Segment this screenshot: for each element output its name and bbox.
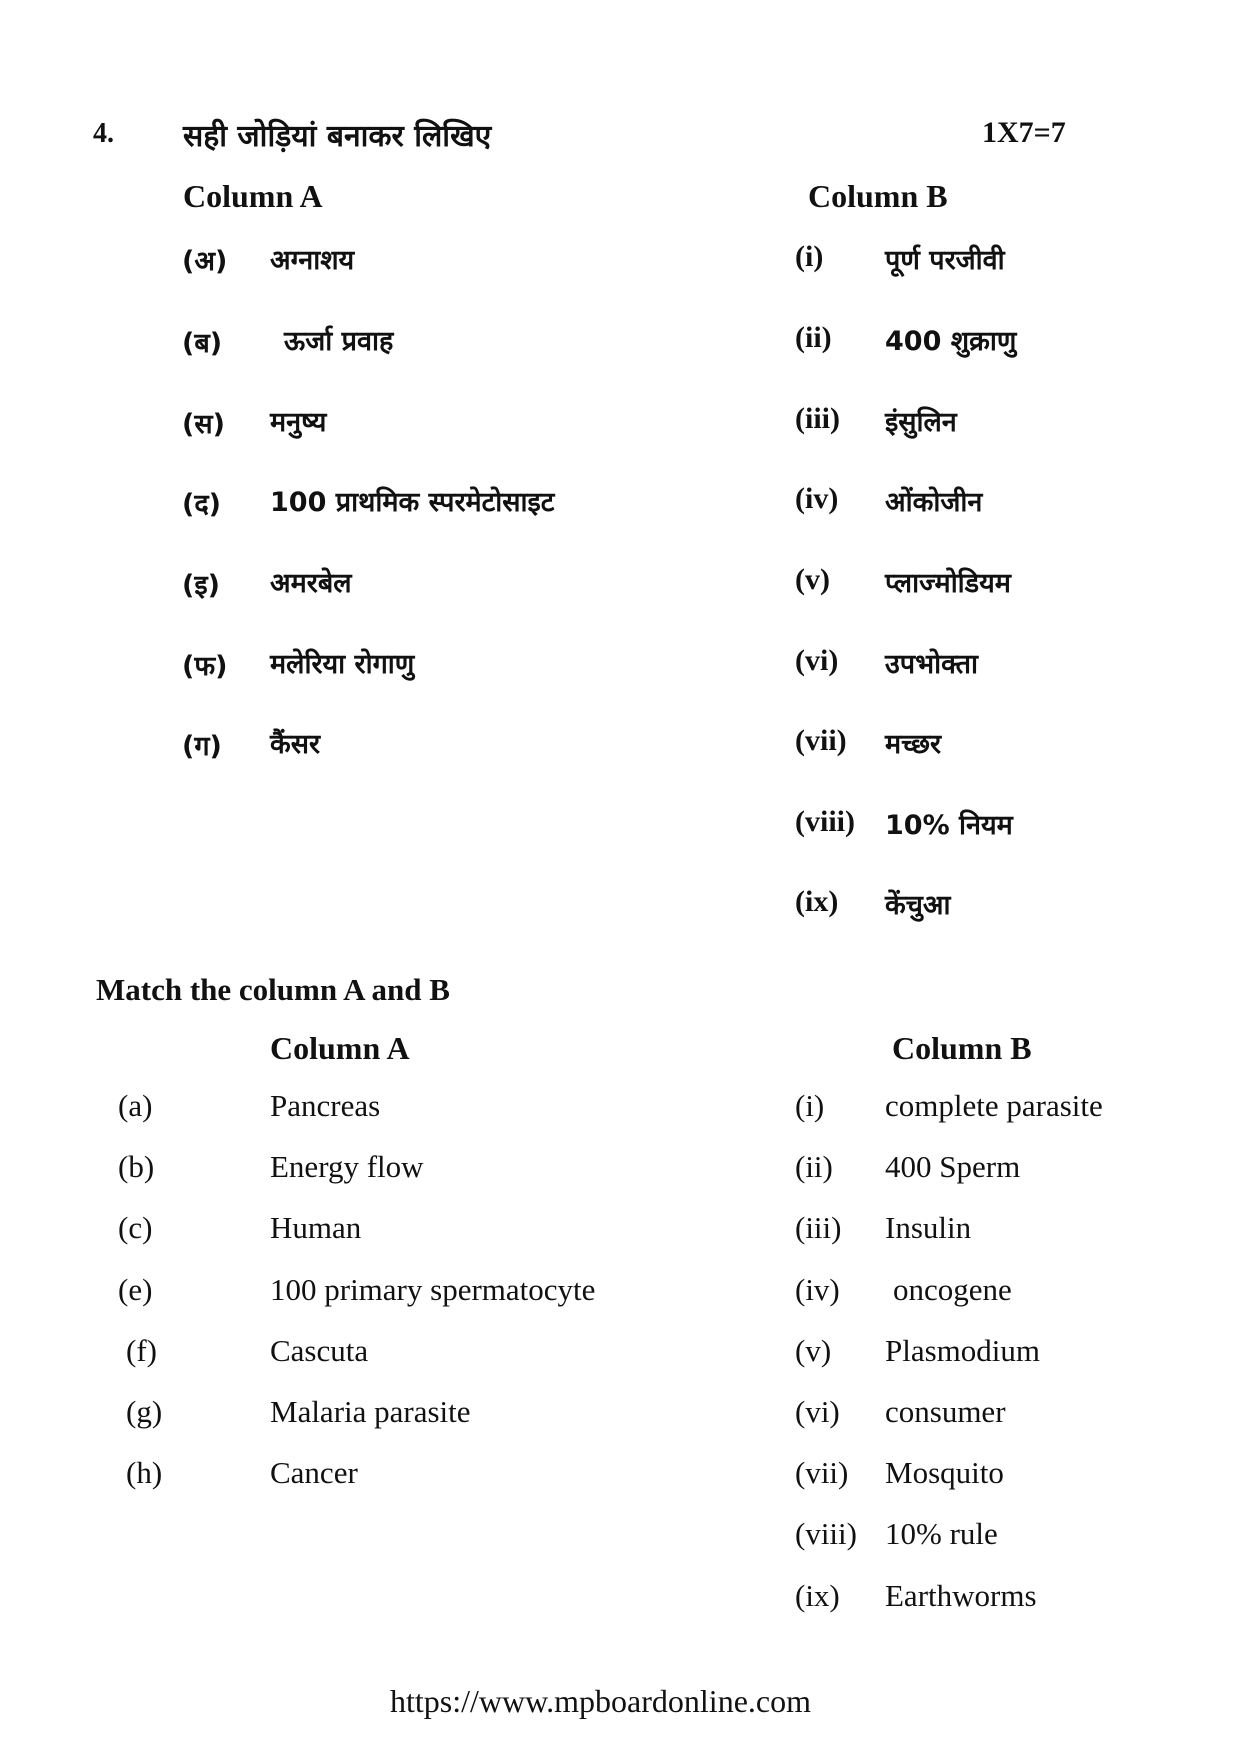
english-a-label: (a): [118, 1088, 153, 1123]
hindi-b-label: (iii): [795, 402, 840, 435]
hindi-a-text: मनुष्य: [270, 407, 327, 438]
hindi-column-b-header: Column B: [808, 178, 948, 214]
hindi-b-text: केंचुआ: [885, 890, 951, 921]
english-b-label: (i): [795, 1088, 825, 1123]
hindi-a-label: (फ): [182, 651, 228, 682]
hindi-a-text: ऊर्जा प्रवाह: [284, 326, 394, 357]
hindi-b-label: (vi): [795, 644, 839, 677]
hindi-a-label: (अ): [182, 246, 228, 277]
hindi-a-text: अमरबेल: [270, 568, 352, 599]
hindi-a-text: मलेरिया रोगाणु: [270, 649, 415, 680]
hindi-a-label: (द): [182, 489, 222, 520]
hindi-a-label: (इ): [182, 570, 220, 601]
english-b-text: consumer: [885, 1394, 1006, 1429]
english-a-text: Malaria parasite: [270, 1394, 471, 1429]
hindi-b-label: (viii): [795, 805, 855, 838]
english-a-text: Pancreas: [270, 1088, 381, 1123]
hindi-column-a-header: Column A: [183, 178, 323, 214]
english-b-text: Mosquito: [885, 1455, 1004, 1490]
english-a-label: (h): [126, 1455, 163, 1490]
hindi-b-label: (ix): [795, 885, 839, 918]
english-column-b-header: Column B: [892, 1030, 1032, 1066]
hindi-b-text: 10% नियम: [885, 810, 1013, 841]
hindi-b-label: (v): [795, 563, 830, 596]
hindi-b-text: मच्छर: [885, 729, 942, 760]
english-b-label: (viii): [795, 1516, 857, 1551]
english-b-text: complete parasite: [885, 1088, 1103, 1123]
english-b-label: (ix): [795, 1578, 840, 1613]
hindi-b-text: इंसुलिन: [885, 407, 957, 438]
english-b-text: Earthworms: [885, 1578, 1037, 1613]
hindi-b-text: प्लाज्मोडियम: [885, 568, 1011, 599]
english-b-text: Plasmodium: [885, 1333, 1041, 1368]
hindi-b-label: (ii): [795, 321, 832, 354]
hindi-a-text: कैंसर: [270, 729, 321, 760]
hindi-b-text: ओंकोजीन: [885, 487, 983, 518]
hindi-b-text: 400 शुक्राणु: [885, 326, 1017, 357]
english-a-label: (e): [118, 1272, 153, 1307]
english-b-label: (iv): [795, 1272, 840, 1307]
english-b-label: (iii): [795, 1210, 842, 1245]
footer-url[interactable]: https://www.mpboardonline.com: [390, 1683, 811, 1719]
english-b-text: oncogene: [893, 1272, 1012, 1307]
hindi-a-label: (ब): [182, 328, 223, 359]
hindi-b-label: (iv): [795, 482, 839, 515]
english-b-label: (vi): [795, 1394, 840, 1429]
english-a-label: (b): [118, 1149, 155, 1184]
english-a-text: Energy flow: [270, 1149, 424, 1184]
english-b-text: 400 Sperm: [885, 1149, 1021, 1184]
english-a-text: Human: [270, 1210, 362, 1245]
english-b-label: (ii): [795, 1149, 833, 1184]
english-column-a-header: Column A: [270, 1030, 410, 1066]
english-a-text: Cascuta: [270, 1333, 369, 1368]
english-a-text: Cancer: [270, 1455, 358, 1490]
english-b-label: (vii): [795, 1455, 849, 1490]
english-a-text: 100 primary spermatocyte: [270, 1272, 596, 1307]
hindi-a-label: (ग): [182, 731, 222, 762]
english-b-text: Insulin: [885, 1210, 972, 1245]
english-a-label: (c): [118, 1210, 153, 1245]
english-a-label: (f): [126, 1333, 157, 1368]
english-section-title: Match the column A and B: [96, 972, 450, 1007]
hindi-a-text: 100 प्राथमिक स्परमेटोसाइट: [270, 487, 555, 518]
hindi-a-label: (स): [182, 409, 225, 440]
question-title: सही जोड़ियां बनाकर लिखिए: [183, 119, 492, 154]
hindi-b-label: (i): [795, 240, 824, 273]
english-a-label: (g): [126, 1394, 163, 1429]
english-b-text: 10% rule: [885, 1516, 998, 1551]
hindi-b-label: (vii): [795, 724, 847, 757]
hindi-b-text: पूर्ण परजीवी: [885, 245, 1005, 276]
english-b-label: (v): [795, 1333, 832, 1368]
question-number: 4.: [93, 118, 114, 149]
hindi-a-text: अग्नाशय: [270, 245, 355, 276]
hindi-b-text: उपभोक्ता: [885, 649, 978, 680]
question-marks: 1X7=7: [982, 116, 1066, 149]
